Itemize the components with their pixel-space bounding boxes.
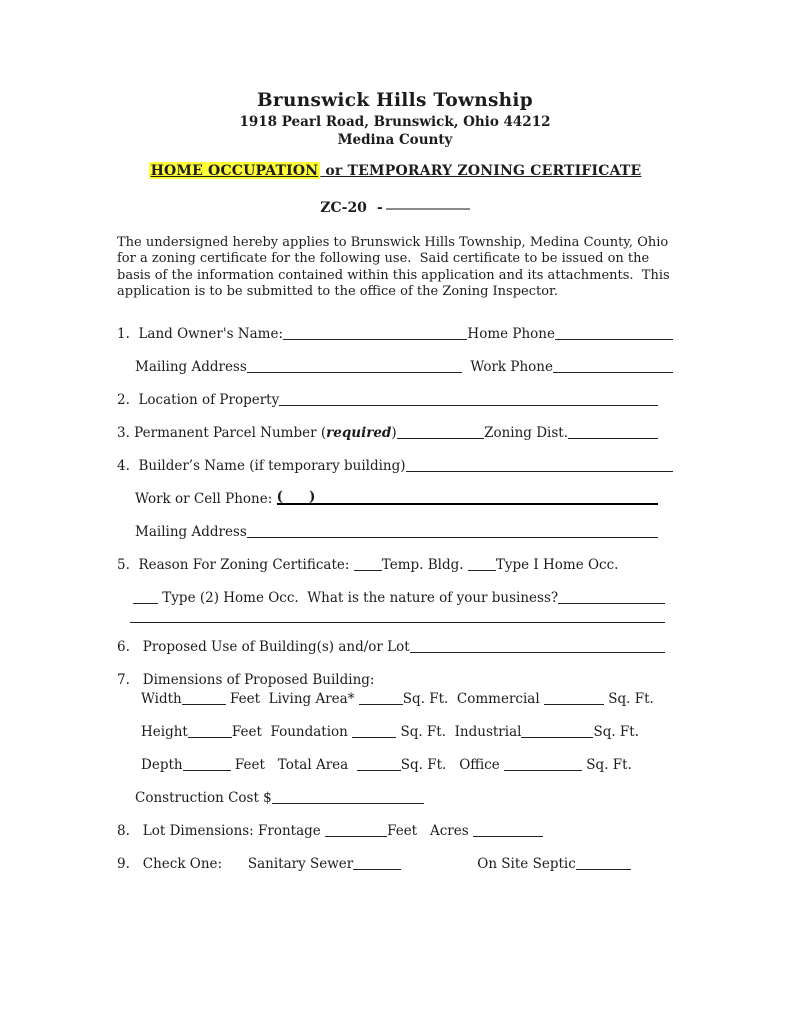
builder-name-blank[interactable] bbox=[406, 470, 673, 472]
form-title-text bbox=[149, 162, 642, 179]
construction-cost-row bbox=[117, 788, 673, 806]
paren-open: ( bbox=[276, 488, 283, 505]
township-address: 1918 Pearl Road, Brunswick, Ohio 44212 bbox=[239, 114, 551, 130]
foundation-blank[interactable] bbox=[352, 736, 396, 738]
frontage-blank[interactable] bbox=[325, 835, 387, 837]
reason-label: 5. Reason For Zoning Certificate: bbox=[117, 556, 354, 573]
sqft-label-1: Sq. Ft. bbox=[603, 690, 654, 707]
depth-blank[interactable] bbox=[183, 769, 231, 771]
certificate-number-row bbox=[117, 196, 673, 216]
location-blank[interactable] bbox=[279, 404, 658, 406]
title-highlight: HOME OCCUPATION bbox=[150, 163, 319, 179]
on-site-septic-label: On Site Septic bbox=[477, 855, 576, 872]
owner-mailing-blank[interactable] bbox=[247, 371, 462, 373]
parcel-label-post: ) bbox=[391, 424, 397, 441]
proposed-use-blank[interactable] bbox=[410, 651, 665, 653]
foundation-label: Feet Foundation bbox=[231, 723, 353, 740]
document-content bbox=[117, 90, 673, 872]
builder-phone-label: Work or Cell Phone: bbox=[135, 490, 277, 507]
dimensions-width-row bbox=[117, 689, 673, 707]
sqft-label-2: Sq. Ft. bbox=[593, 723, 640, 740]
dimensions-label: 7. Dimensions of Proposed Building: bbox=[117, 671, 375, 688]
width-label: Width bbox=[141, 690, 182, 707]
total-area-blank[interactable] bbox=[357, 769, 401, 771]
zoning-district-label: Zoning Dist. bbox=[484, 424, 568, 441]
township-name: Brunswick Hills Township bbox=[257, 90, 533, 111]
home-phone-label: Home Phone bbox=[467, 325, 555, 342]
proposed-use-label: 6. Proposed Use of Building(s) and/or Lot bbox=[117, 638, 410, 655]
construction-cost-blank[interactable] bbox=[272, 802, 424, 804]
parcel-label-pre: 3. Permanent Parcel Number ( bbox=[117, 424, 327, 441]
depth-label: Depth bbox=[141, 756, 183, 773]
business-nature-label: Type (2) Home Occ. What is the nature of your business? bbox=[158, 589, 559, 606]
commercial-blank[interactable] bbox=[544, 703, 604, 705]
business-nature-blank[interactable] bbox=[558, 602, 665, 604]
location-label: 2. Location of Property bbox=[117, 391, 280, 408]
zoning-district-blank[interactable] bbox=[568, 437, 658, 439]
dimensions-depth-row bbox=[117, 755, 673, 773]
owner-mailing-label: Mailing Address bbox=[135, 358, 247, 375]
form-title bbox=[117, 163, 673, 179]
reason-row bbox=[117, 555, 673, 573]
on-site-septic-blank[interactable] bbox=[576, 868, 631, 870]
height-label: Height bbox=[141, 723, 188, 740]
intro-paragraph: The undersigned hereby applies to Brunswick Hills Township, Medina County, Ohio for a zoning certificate for the following use. Said certificate to be issued on the basis of the information contained within this application and its attachments. This application is to be submitted to the office of the Zoning Inspector. bbox=[117, 235, 674, 300]
office-blank[interactable] bbox=[504, 769, 582, 771]
parcel-row bbox=[117, 423, 673, 441]
work-phone-label: Work Phone bbox=[466, 358, 553, 375]
feet-acres-label: Feet Acres bbox=[387, 822, 473, 839]
temp-bldg-blank[interactable] bbox=[354, 569, 382, 571]
parcel-number-blank[interactable] bbox=[397, 437, 484, 439]
builder-phone-row bbox=[117, 489, 673, 507]
builder-name-label: 4. Builder’s Name (if temporary building) bbox=[117, 457, 406, 474]
commercial-label: Sq. Ft. Commercial bbox=[402, 690, 544, 707]
proposed-use-row bbox=[117, 637, 673, 655]
land-owner-name-blank[interactable] bbox=[283, 338, 467, 340]
total-area-label: Feet Total Area bbox=[230, 756, 357, 773]
industrial-blank[interactable] bbox=[521, 736, 593, 738]
parcel-required-label: required bbox=[326, 424, 392, 441]
builder-mailing-label: Mailing Address bbox=[135, 523, 247, 540]
business-nature-continuation-row bbox=[130, 609, 673, 625]
industrial-label: Sq. Ft. Industrial bbox=[396, 723, 522, 740]
land-owner-label: 1. Land Owner's Name: bbox=[117, 325, 283, 342]
lot-dimensions-row bbox=[117, 821, 673, 839]
dimensions-header-row bbox=[117, 670, 673, 688]
certificate-prefix: ZC-20 bbox=[320, 200, 367, 216]
check-one-label: 9. Check One: Sanitary Sewer bbox=[117, 855, 354, 872]
sqft-label-3: Sq. Ft. bbox=[582, 756, 632, 773]
construction-cost-label: Construction Cost $ bbox=[135, 789, 272, 806]
title-rest: or TEMPORARY ZONING CERTIFICATE bbox=[320, 163, 642, 179]
builder-phone-blank[interactable] bbox=[315, 502, 658, 505]
office-label: Sq. Ft. Office bbox=[400, 756, 505, 773]
work-phone-blank[interactable] bbox=[553, 371, 673, 373]
builder-mailing-blank[interactable] bbox=[247, 536, 658, 538]
temp-bldg-label: Temp. Bldg. bbox=[381, 556, 468, 573]
certificate-dash: - bbox=[376, 200, 383, 216]
lot-dimensions-label: 8. Lot Dimensions: Frontage bbox=[117, 822, 326, 839]
land-owner-row bbox=[117, 324, 673, 342]
owner-mailing-row bbox=[117, 357, 673, 375]
living-area-label: Feet Living Area* bbox=[225, 690, 359, 707]
builder-mailing-row bbox=[117, 522, 673, 540]
location-row bbox=[117, 390, 673, 408]
certificate-number-blank[interactable] bbox=[386, 196, 470, 210]
width-blank[interactable] bbox=[182, 703, 226, 705]
business-nature-blank-2[interactable] bbox=[130, 621, 665, 623]
check-one-row bbox=[117, 854, 673, 872]
height-blank[interactable] bbox=[188, 736, 232, 738]
type1-label: Type I Home Occ. bbox=[495, 556, 619, 573]
builder-row bbox=[117, 456, 673, 474]
reason-type2-row bbox=[117, 588, 673, 606]
acres-blank[interactable] bbox=[473, 835, 543, 837]
type2-blank[interactable] bbox=[133, 602, 158, 604]
sanitary-sewer-blank[interactable] bbox=[353, 868, 401, 870]
county-name: Medina County bbox=[337, 132, 453, 148]
paren-close: ) bbox=[308, 488, 316, 505]
type1-blank[interactable] bbox=[468, 569, 496, 571]
area-code-blank[interactable] bbox=[277, 489, 316, 505]
dimensions-height-row bbox=[117, 722, 673, 740]
living-area-blank[interactable] bbox=[359, 703, 403, 705]
home-phone-blank[interactable] bbox=[555, 338, 673, 340]
